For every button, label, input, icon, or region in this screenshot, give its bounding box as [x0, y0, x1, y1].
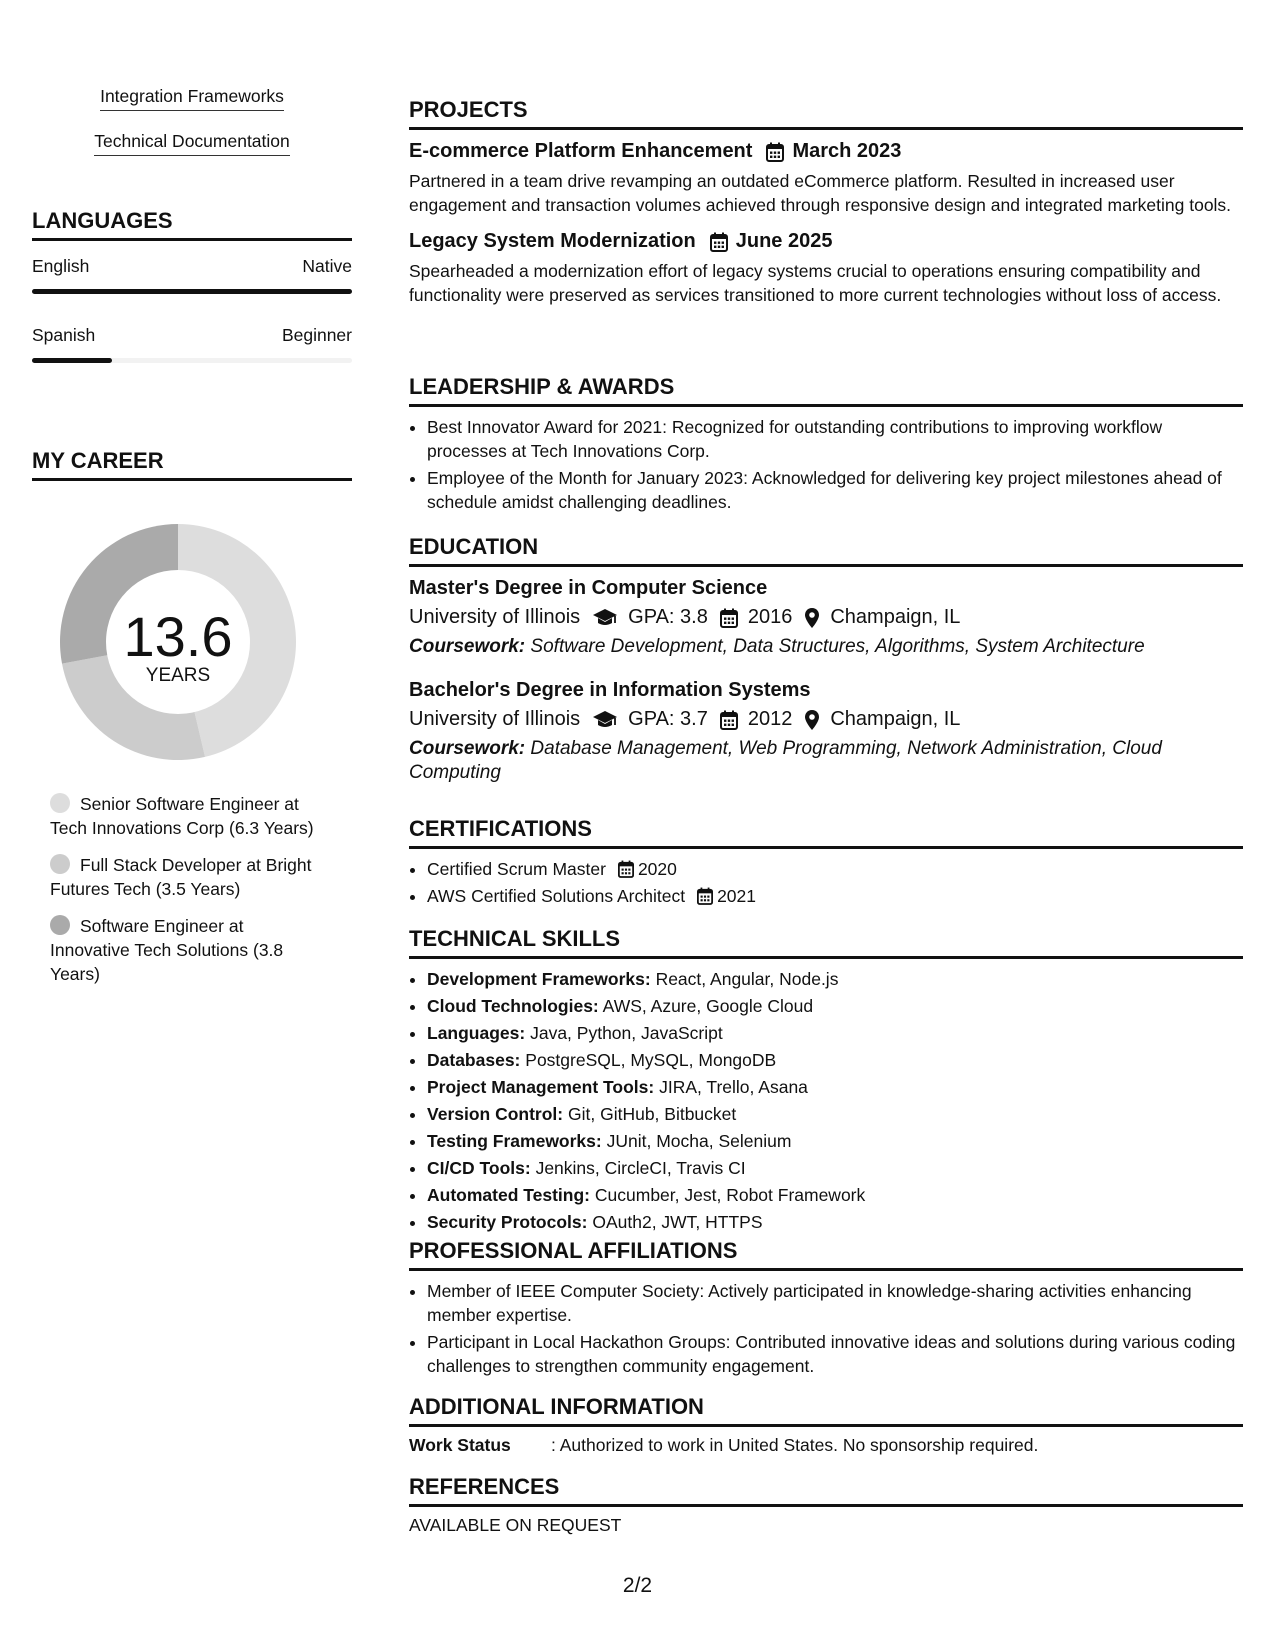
skill-tag: Integration Frameworks — [100, 86, 284, 111]
calendar-icon — [720, 608, 738, 628]
list-item: • Best Innovator Award for 2021: Recognized for outstanding contributions to improving workflow processes at Tech Innovations Corp. — [427, 415, 1243, 463]
skill-values: AWS, Azure, Google Cloud — [602, 996, 814, 1016]
list-item — [427, 1156, 1243, 1180]
list-item: • Employee of the Month for January 2023: Acknowledged for delivering key project milestones ahead of schedule amidst challenging deadlines. — [427, 466, 1243, 514]
career-total-years: 13.6 — [123, 605, 233, 668]
graduation-cap-icon — [592, 608, 618, 628]
gpa: GPA: 3.8 — [628, 606, 708, 628]
skill-category: Cloud Technologies: — [427, 996, 599, 1016]
education-section — [409, 534, 1243, 785]
skill-values: Jenkins, CircleCI, Travis CI — [535, 1158, 746, 1178]
certifications-section — [409, 816, 1243, 911]
skill-category: Automated Testing: — [427, 1185, 591, 1205]
map-pin-icon — [804, 607, 820, 629]
school-name: University of Illinois — [409, 708, 581, 730]
legend-label: Senior Software Engineer at Tech Innovations Corp (6.3 Years) — [50, 794, 314, 838]
calendar-icon — [618, 860, 634, 878]
projects-section — [409, 97, 1243, 307]
coursework-label: Coursework: — [409, 636, 526, 657]
calendar-icon — [766, 142, 784, 162]
skill-category: Security Protocols: — [427, 1212, 588, 1232]
list-item: • Participant in Local Hackathon Groups: Contributed innovative ideas and solutions during various coding challenges to strengthen community engagement. — [427, 1330, 1243, 1378]
list-item — [427, 1021, 1243, 1045]
language-name: Spanish — [32, 325, 96, 345]
language-bar — [32, 289, 352, 294]
list-item — [427, 1075, 1243, 1099]
graduation-year: 2012 — [747, 708, 793, 730]
list-item — [427, 1129, 1243, 1153]
language-bar-fill — [32, 358, 112, 363]
calendar-icon — [720, 710, 738, 730]
list-item — [427, 857, 1243, 881]
legend-label: Software Engineer at Innovative Tech Solutions (3.8 Years) — [50, 916, 284, 984]
legend-dot-icon — [50, 915, 70, 935]
school-location: Champaign, IL — [830, 708, 961, 730]
leadership-heading: LEADERSHIP & AWARDS — [409, 374, 1243, 407]
language-item — [32, 325, 352, 363]
affiliations-heading: PROFESSIONAL AFFILIATIONS — [409, 1238, 1243, 1271]
work-status-row — [409, 1435, 1243, 1456]
legend-dot-icon — [50, 793, 70, 813]
project-description: Spearheaded a modernization effort of legacy systems crucial to operations ensuring compatibility and functionality were preserved as services transitioned to more current technologies without loss of access. — [409, 261, 1222, 305]
project-date: March 2023 — [792, 140, 902, 162]
list-item — [427, 994, 1243, 1018]
affiliations-section — [409, 1238, 1243, 1381]
coursework — [409, 635, 1243, 659]
language-level: Beginner — [281, 325, 352, 345]
skill-values: Cucumber, Jest, Robot Framework — [594, 1185, 866, 1205]
education-heading: EDUCATION — [409, 534, 1243, 567]
legend-item — [50, 853, 320, 901]
references-text: AVAILABLE ON REQUEST — [409, 1515, 622, 1535]
language-name: English — [32, 256, 90, 276]
skill-category: Version Control: — [427, 1104, 564, 1124]
skill-category: CI/CD Tools: — [427, 1158, 531, 1178]
education-item — [409, 577, 1243, 659]
skill-category: Project Management Tools: — [427, 1077, 655, 1097]
work-status-value: : Authorized to work in United States. No sponsorship required. — [551, 1435, 1039, 1455]
skill-category: Development Frameworks: — [427, 969, 651, 989]
language-bar — [32, 358, 352, 363]
skill-category: Languages: — [427, 1023, 526, 1043]
skill-values: OAuth2, JWT, HTTPS — [592, 1212, 763, 1232]
project-title: E-commerce Platform Enhancement — [409, 140, 753, 162]
project-title: Legacy System Modernization — [409, 230, 696, 252]
skill-values: JUnit, Mocha, Selenium — [606, 1131, 792, 1151]
career-legend — [50, 792, 320, 986]
education-item — [409, 679, 1243, 785]
technical-skills-heading: TECHNICAL SKILLS — [409, 926, 1243, 959]
gpa: GPA: 3.7 — [628, 708, 708, 730]
project-item — [409, 230, 1243, 307]
language-level: Native — [302, 256, 352, 276]
page-number: 2/2 — [622, 1574, 653, 1597]
skill-values: React, Angular, Node.js — [655, 969, 839, 989]
skill-category: Databases: — [427, 1050, 521, 1070]
skill-values: Java, Python, JavaScript — [530, 1023, 723, 1043]
career-donut-chart — [56, 520, 300, 764]
list-item — [427, 1183, 1243, 1207]
coursework-text: Database Management, Web Programming, Network Administration, Cloud Computing — [409, 738, 1162, 783]
skill-values: JIRA, Trello, Asana — [659, 1077, 808, 1097]
project-date: June 2025 — [735, 230, 833, 252]
references-section — [409, 1474, 1243, 1536]
degree-title: Bachelor's Degree in Information Systems — [409, 679, 811, 701]
skill-tag: Technical Documentation — [94, 131, 290, 156]
certifications-heading: CERTIFICATIONS — [409, 816, 1243, 849]
career-heading: MY CAREER — [32, 448, 352, 481]
list-item — [427, 1102, 1243, 1126]
certification-year: 2021 — [717, 886, 757, 906]
graduation-year: 2016 — [747, 606, 793, 628]
skill-category: Testing Frameworks: — [427, 1131, 602, 1151]
certification-year: 2020 — [637, 859, 677, 879]
list-item: • Member of IEEE Computer Society: Actively participated in knowledge-sharing activities enhancing member expertise. — [427, 1279, 1243, 1327]
coursework-label: Coursework: — [409, 738, 526, 759]
project-item — [409, 140, 1243, 217]
additional-info-heading: ADDITIONAL INFORMATION — [409, 1394, 1243, 1427]
coursework-text: Software Development, Data Structures, Algorithms, System Architecture — [530, 636, 1145, 657]
list-item — [427, 1210, 1243, 1234]
legend-item — [50, 914, 320, 986]
language-item — [32, 256, 352, 294]
list-item — [427, 967, 1243, 991]
list-item — [427, 884, 1243, 908]
certification-name: • Certified Scrum Master — [427, 859, 606, 879]
legend-label: Full Stack Developer at Bright Futures Tech (3.5 Years) — [50, 855, 312, 899]
legend-item — [50, 792, 320, 840]
skill-values: Git, GitHub, Bitbucket — [568, 1104, 737, 1124]
coursework — [409, 737, 1243, 785]
legend-dot-icon — [50, 854, 70, 874]
map-pin-icon — [804, 709, 820, 731]
career-unit: YEARS — [145, 665, 211, 686]
degree-title: Master's Degree in Computer Science — [409, 577, 768, 599]
school-name: University of Illinois — [409, 606, 581, 628]
work-status-label: Work Status — [409, 1435, 511, 1455]
projects-heading: PROJECTS — [409, 97, 1243, 130]
calendar-icon — [697, 887, 713, 905]
language-bar-fill — [32, 289, 352, 294]
school-location: Champaign, IL — [830, 606, 961, 628]
calendar-icon — [710, 232, 728, 252]
technical-skills-section — [409, 926, 1243, 1237]
references-heading: REFERENCES — [409, 1474, 1243, 1507]
languages-heading: LANGUAGES — [32, 208, 352, 241]
project-description: Partnered in a team drive revamping an outdated eCommerce platform. Resulted in increased user engagement and transaction volumes achieved through responsive design and integrated marketing tools. — [409, 171, 1232, 215]
certification-name: • AWS Certified Solutions Architect — [427, 886, 686, 906]
skill-values: PostgreSQL, MySQL, MongoDB — [525, 1050, 777, 1070]
additional-info-section — [409, 1394, 1243, 1456]
leadership-section — [409, 374, 1243, 517]
list-item — [427, 1048, 1243, 1072]
graduation-cap-icon — [592, 710, 618, 730]
